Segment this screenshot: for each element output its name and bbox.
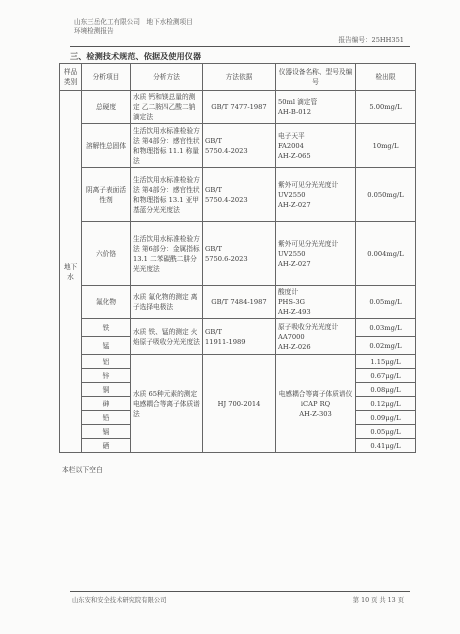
method-standard: HJ 700-2014	[203, 355, 276, 453]
method-standard: GB/T 5750.6-2023	[205, 244, 248, 263]
instrument: 紫外可见分光光度计 UV2550 AH-Z-027	[278, 239, 339, 268]
detection-limit: 0.03mg/L	[356, 319, 416, 337]
method-standard: GB/T 7484-1987	[203, 286, 276, 319]
header-instrument: 仪器设备名称、型号及编号	[276, 64, 356, 91]
page-number: 第 10 页 共 13 页	[352, 597, 404, 604]
footer-divider	[70, 591, 410, 592]
header-sample-category: 样品类别	[60, 64, 82, 91]
detection-limit: 10mg/L	[356, 124, 416, 168]
section-title: 三、检测技术规范、依据及使用仪器	[70, 51, 202, 61]
analysis-item: 硒	[82, 439, 131, 453]
instrument: 50ml 滴定管 AH-B-012	[278, 98, 318, 116]
detection-limit: 0.12μg/L	[356, 397, 416, 411]
method-standard: GB/T 5750.4-2023	[205, 185, 248, 204]
table-row	[60, 286, 416, 319]
detection-limit: 0.050mg/L	[356, 168, 416, 222]
analysis-item: 砷	[82, 397, 131, 411]
detection-limit: 0.05mg/L	[356, 286, 416, 319]
table-row	[60, 319, 416, 337]
table-row	[60, 168, 416, 222]
analysis-item: 镉	[82, 425, 131, 439]
method-standard: GB/T 5750.4-2023	[205, 136, 248, 155]
table-row	[60, 91, 416, 124]
analysis-item: 铝	[82, 355, 131, 369]
detection-limit: 0.41μg/L	[356, 439, 416, 453]
instrument: 紫外可见分光光度计 UV2550 AH-Z-027	[278, 180, 339, 209]
footer-organization: 山东安和安全技术研究院有限公司	[72, 597, 167, 604]
analysis-item: 六价铬	[82, 222, 131, 286]
detection-limit: 0.08μg/L	[356, 383, 416, 397]
method-standard: GB/T 7477-1987	[203, 91, 276, 124]
instrument: 电感耦合等离子体质谱仪 iCAP RQ AH-Z-303	[278, 389, 353, 418]
detection-limit: 0.02mg/L	[356, 337, 416, 355]
header-company-line: 山东三岳化工有限公司 地下水检测项目	[74, 18, 193, 26]
analysis-method: 水质 65种元素的测定 电感耦合等离子体质谱法	[131, 355, 203, 453]
analysis-method: 水质 钙和镁总量的测定 乙二胺四乙酸二钠滴定法	[131, 91, 203, 124]
header-detection-limit: 检出限	[356, 64, 416, 91]
analysis-item: 铜	[82, 383, 131, 397]
instrument: 原子吸收分光光度计 AA7000 AH-Z-026	[278, 322, 339, 351]
analysis-method: 水质 铁、锰的测定 火焰原子吸收分光光度法	[131, 319, 203, 355]
detection-limit: 0.004mg/L	[356, 222, 416, 286]
method-standard: GB/T 11911-1989	[205, 327, 246, 346]
table-row	[60, 124, 416, 168]
detection-limit: 1.15μg/L	[356, 355, 416, 369]
detection-limit: 0.09μg/L	[356, 411, 416, 425]
analysis-item: 溶解性总固体	[82, 124, 131, 168]
detection-limit: 0.05μg/L	[356, 425, 416, 439]
header-analysis-item: 分析项目	[82, 64, 131, 91]
analysis-item: 铅	[82, 411, 131, 425]
table-end-note: 本栏以下空白	[62, 466, 103, 474]
instrument: 电子天平 FA2004 AH-Z-065	[278, 131, 311, 160]
analysis-method: 生活饮用水标准检验方法 第4部分：感官性状和物理指标 13.1 亚甲基蓝分光光度法	[131, 168, 203, 222]
analysis-method: 水质 氟化物的测定 离子选择电极法	[131, 286, 203, 319]
detection-limit: 5.00mg/L	[356, 91, 416, 124]
table-row	[60, 355, 416, 369]
methods-table	[59, 63, 416, 453]
header-analysis-method: 分析方法	[131, 64, 203, 91]
header-report-type: 环境检测报告	[74, 27, 114, 35]
analysis-method: 生活饮用水标准检验方法 第4部分：感官性状和物理指标 11.1 称量法	[131, 124, 203, 168]
analysis-item: 锰	[82, 337, 131, 355]
analysis-method: 生活饮用水标准检验方法 第6部分：金属指标 13.1 二苯碳酰二肼分光光度法	[131, 222, 203, 286]
analysis-item: 总硬度	[82, 91, 131, 124]
analysis-item: 阴离子表面活性剂	[82, 168, 131, 222]
detection-limit: 0.67μg/L	[356, 369, 416, 383]
report-number: 报告编号：25HH351	[338, 36, 404, 44]
header-method-basis: 方法依据	[203, 64, 276, 91]
analysis-item: 锌	[82, 369, 131, 383]
instrument: 酸度计 PHS-3G AH-Z-493	[278, 288, 311, 316]
analysis-item: 铁	[82, 319, 131, 337]
report-header	[74, 18, 193, 36]
analysis-item: 氟化物	[82, 286, 131, 319]
sample-category-cell: 地下水	[60, 91, 82, 453]
header-divider	[70, 46, 410, 47]
table-row	[60, 222, 416, 286]
table-header-row	[60, 64, 416, 91]
